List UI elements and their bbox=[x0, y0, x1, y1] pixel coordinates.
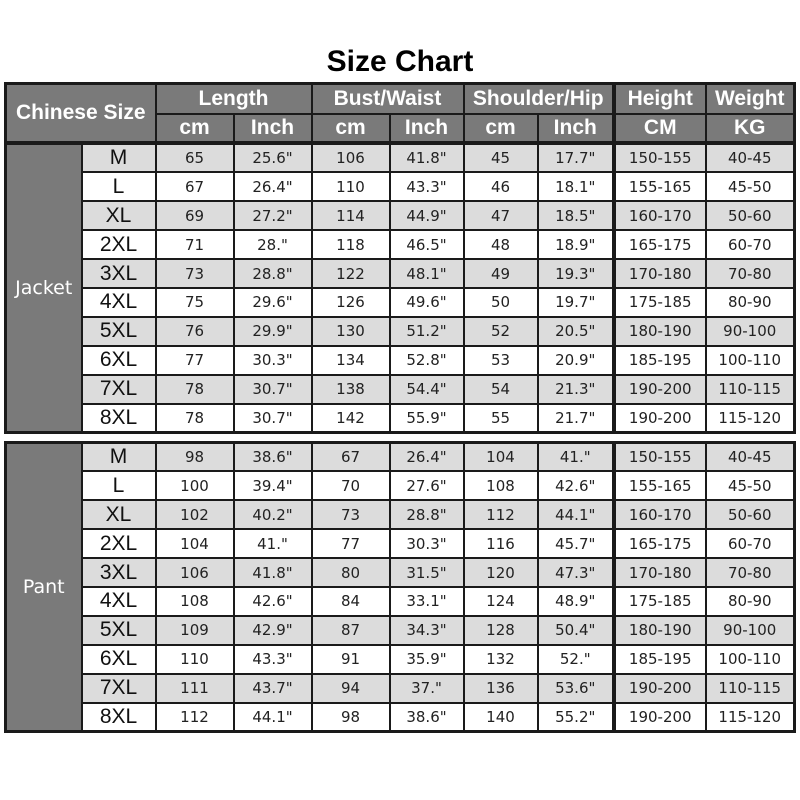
shoulder-hip-header: Shoulder/Hip bbox=[464, 84, 614, 114]
len-cm-cell: 65 bbox=[156, 144, 234, 173]
sh-cm-cell: 49 bbox=[464, 259, 538, 288]
size-cell: 4XL bbox=[82, 288, 156, 317]
bw-cm-cell: 87 bbox=[312, 616, 390, 645]
len-cm-cell: 111 bbox=[156, 674, 234, 703]
size-cell: 2XL bbox=[82, 230, 156, 259]
pant-body-row bbox=[615, 558, 795, 587]
jacket-body-row bbox=[615, 375, 795, 404]
sh-cm-cell: 46 bbox=[464, 172, 538, 201]
height-cell: 160-170 bbox=[615, 201, 706, 230]
bw-in-cell: 41.8" bbox=[390, 144, 464, 173]
bw-cm-cell: 122 bbox=[312, 259, 390, 288]
bw-in-cell: 31.5" bbox=[390, 558, 464, 587]
bw-cm-cell: 126 bbox=[312, 288, 390, 317]
page-title: Size Chart bbox=[326, 45, 474, 78]
jacket-row bbox=[6, 375, 614, 404]
len-in-cell: 28.8" bbox=[234, 259, 312, 288]
height-cell: 190-200 bbox=[615, 375, 706, 404]
weight-cell: 110-115 bbox=[706, 674, 795, 703]
sh-cm-cell: 136 bbox=[464, 674, 538, 703]
jacket-row bbox=[6, 230, 614, 259]
pant-body-row bbox=[615, 703, 795, 732]
bw-in-cell: 37." bbox=[390, 674, 464, 703]
len-cm-cell: 98 bbox=[156, 443, 234, 472]
size-cell: 5XL bbox=[82, 616, 156, 645]
weight-cell: 60-70 bbox=[706, 230, 795, 259]
bw-in-cell: 48.1" bbox=[390, 259, 464, 288]
size-cell: 7XL bbox=[82, 674, 156, 703]
weight-cell: 60-70 bbox=[706, 529, 795, 558]
len-in-cell: 43.3" bbox=[234, 645, 312, 674]
len-in-cell: 30.7" bbox=[234, 375, 312, 404]
sh-cm-cell: 52 bbox=[464, 317, 538, 346]
bust-waist-header: Bust/Waist bbox=[312, 84, 464, 114]
sh-cm-cell: 124 bbox=[464, 587, 538, 616]
height-cell: 185-195 bbox=[615, 346, 706, 375]
jacket-body-row bbox=[615, 230, 795, 259]
len-in-cell: 43.7" bbox=[234, 674, 312, 703]
bw-cm-cell: 106 bbox=[312, 144, 390, 173]
height-cm-header: CM bbox=[615, 114, 706, 143]
bw-cm-cell: 98 bbox=[312, 703, 390, 732]
sh-cm-cell: 55 bbox=[464, 404, 538, 433]
len-cm-cell: 106 bbox=[156, 558, 234, 587]
sh-cm-cell: 116 bbox=[464, 529, 538, 558]
len-cm-cell: 109 bbox=[156, 616, 234, 645]
weight-cell: 80-90 bbox=[706, 288, 795, 317]
len-cm-cell: 78 bbox=[156, 375, 234, 404]
jacket-measurements-table bbox=[4, 142, 615, 434]
bw-cm-cell: 114 bbox=[312, 201, 390, 230]
len-cm-cell: 112 bbox=[156, 703, 234, 732]
sh-in-cell: 20.9" bbox=[538, 346, 614, 375]
size-cell: 4XL bbox=[82, 587, 156, 616]
size-cell: 2XL bbox=[82, 529, 156, 558]
weight-cell: 100-110 bbox=[706, 346, 795, 375]
bw-in-cell: 38.6" bbox=[390, 703, 464, 732]
jacket-section-label: Jacket bbox=[6, 144, 82, 433]
size-cell: M bbox=[82, 443, 156, 472]
height-cell: 150-155 bbox=[615, 144, 706, 173]
bw-cm-cell: 91 bbox=[312, 645, 390, 674]
pant-measurements-table bbox=[4, 441, 615, 733]
pant-row bbox=[6, 587, 614, 616]
sh-in-cell: 41." bbox=[538, 443, 614, 472]
bw-cm-cell: 130 bbox=[312, 317, 390, 346]
height-cell: 160-170 bbox=[615, 500, 706, 529]
pant-row bbox=[6, 471, 614, 500]
len-in-cell: 30.7" bbox=[234, 404, 312, 433]
bw-in-cell: 30.3" bbox=[390, 529, 464, 558]
weight-cell: 50-60 bbox=[706, 500, 795, 529]
height-cell: 190-200 bbox=[615, 703, 706, 732]
bw-cm-cell: 118 bbox=[312, 230, 390, 259]
height-cell: 190-200 bbox=[615, 404, 706, 433]
len-cm-cell: 73 bbox=[156, 259, 234, 288]
sh-in-cell: 18.9" bbox=[538, 230, 614, 259]
sh-cm-cell: 104 bbox=[464, 443, 538, 472]
pant-body-table bbox=[613, 441, 796, 733]
jacket-body-row bbox=[615, 346, 795, 375]
sh-in-cell: 55.2" bbox=[538, 703, 614, 732]
bw-in-cell: 49.6" bbox=[390, 288, 464, 317]
bw-cm-cell: 94 bbox=[312, 674, 390, 703]
weight-cell: 110-115 bbox=[706, 375, 795, 404]
bw-cm-cell: 80 bbox=[312, 558, 390, 587]
weight-cell: 70-80 bbox=[706, 558, 795, 587]
pant-body-row bbox=[615, 443, 795, 472]
size-table-header bbox=[4, 82, 615, 144]
len-cm-cell: 69 bbox=[156, 201, 234, 230]
len-in-cell: 27.2" bbox=[234, 201, 312, 230]
bw-cm-cell: 73 bbox=[312, 500, 390, 529]
pant-body-row bbox=[615, 616, 795, 645]
sh-in-cell: 50.4" bbox=[538, 616, 614, 645]
weight-cell: 45-50 bbox=[706, 172, 795, 201]
pant-row bbox=[6, 558, 614, 587]
bw-in-cell: 54.4" bbox=[390, 375, 464, 404]
sh-in-cell: 52." bbox=[538, 645, 614, 674]
sh-cm-cell: 54 bbox=[464, 375, 538, 404]
height-cell: 180-190 bbox=[615, 317, 706, 346]
pant-row bbox=[6, 674, 614, 703]
pant-row bbox=[6, 443, 614, 472]
len-cm-cell: 104 bbox=[156, 529, 234, 558]
sh-in-cell: 20.5" bbox=[538, 317, 614, 346]
chinese-size-header: Chinese Size bbox=[6, 84, 156, 143]
pant-body-row bbox=[615, 587, 795, 616]
pant-row bbox=[6, 645, 614, 674]
height-cell: 170-180 bbox=[615, 259, 706, 288]
bw-cm-cell: 138 bbox=[312, 375, 390, 404]
weight-cell: 100-110 bbox=[706, 645, 795, 674]
jacket-body-row bbox=[615, 288, 795, 317]
bw-cm-cell: 142 bbox=[312, 404, 390, 433]
len-in-cell: 41." bbox=[234, 529, 312, 558]
jacket-row bbox=[6, 317, 614, 346]
size-cell: 8XL bbox=[82, 703, 156, 732]
pant-body-row bbox=[615, 471, 795, 500]
len-in-cell: 38.6" bbox=[234, 443, 312, 472]
height-cell: 175-185 bbox=[615, 288, 706, 317]
sh-in-cell: 21.7" bbox=[538, 404, 614, 433]
len-in-cell: 29.9" bbox=[234, 317, 312, 346]
len-cm-cell: 67 bbox=[156, 172, 234, 201]
bw-in-cell: 46.5" bbox=[390, 230, 464, 259]
sh-in-cell: 18.5" bbox=[538, 201, 614, 230]
sh-cm-cell: 108 bbox=[464, 471, 538, 500]
length-inch-header: Inch bbox=[234, 114, 312, 143]
pant-row bbox=[6, 529, 614, 558]
size-cell: 7XL bbox=[82, 375, 156, 404]
pant-row bbox=[6, 616, 614, 645]
weight-cell: 115-120 bbox=[706, 703, 795, 732]
sh-cm-cell: 47 bbox=[464, 201, 538, 230]
sh-cm-cell: 132 bbox=[464, 645, 538, 674]
height-cell: 180-190 bbox=[615, 616, 706, 645]
weight-cell: 40-45 bbox=[706, 443, 795, 472]
weight-kg-header: KG bbox=[706, 114, 795, 143]
size-cell: 6XL bbox=[82, 346, 156, 375]
sh-in-cell: 47.3" bbox=[538, 558, 614, 587]
bw-cm-cell: 84 bbox=[312, 587, 390, 616]
sh-in-cell: 17.7" bbox=[538, 144, 614, 173]
bw-cm-cell: 110 bbox=[312, 172, 390, 201]
bw-cm-cell: 134 bbox=[312, 346, 390, 375]
height-cell: 165-175 bbox=[615, 230, 706, 259]
sh-cm-cell: 50 bbox=[464, 288, 538, 317]
bw-in-cell: 55.9" bbox=[390, 404, 464, 433]
jacket-body-row bbox=[615, 404, 795, 433]
len-in-cell: 39.4" bbox=[234, 471, 312, 500]
bw-in-cell: 52.8" bbox=[390, 346, 464, 375]
jacket-row bbox=[6, 404, 614, 433]
pant-body-row bbox=[615, 529, 795, 558]
len-cm-cell: 108 bbox=[156, 587, 234, 616]
height-cell: 155-165 bbox=[615, 172, 706, 201]
bw-in-cell: 35.9" bbox=[390, 645, 464, 674]
sh-in-cell: 45.7" bbox=[538, 529, 614, 558]
len-in-cell: 30.3" bbox=[234, 346, 312, 375]
len-in-cell: 42.6" bbox=[234, 587, 312, 616]
pant-row bbox=[6, 703, 614, 732]
size-cell: 3XL bbox=[82, 259, 156, 288]
sh-in-cell: 44.1" bbox=[538, 500, 614, 529]
len-cm-cell: 78 bbox=[156, 404, 234, 433]
pant-body-row bbox=[615, 645, 795, 674]
len-in-cell: 26.4" bbox=[234, 172, 312, 201]
weight-cell: 90-100 bbox=[706, 616, 795, 645]
bw-in-cell: 44.9" bbox=[390, 201, 464, 230]
height-cell: 170-180 bbox=[615, 558, 706, 587]
jacket-body-row bbox=[615, 317, 795, 346]
sh-cm-cell: 140 bbox=[464, 703, 538, 732]
size-cell: XL bbox=[82, 201, 156, 230]
weight-cell: 40-45 bbox=[706, 144, 795, 173]
height-cell: 165-175 bbox=[615, 529, 706, 558]
bw-cm-cell: 67 bbox=[312, 443, 390, 472]
len-cm-cell: 102 bbox=[156, 500, 234, 529]
bw-cm-cell: 70 bbox=[312, 471, 390, 500]
sh-in-cell: 53.6" bbox=[538, 674, 614, 703]
sh-in-cell: 18.1" bbox=[538, 172, 614, 201]
size-cell: L bbox=[82, 172, 156, 201]
weight-cell: 115-120 bbox=[706, 404, 795, 433]
height-cell: 185-195 bbox=[615, 645, 706, 674]
length-cm-header: cm bbox=[156, 114, 234, 143]
jacket-row bbox=[6, 144, 614, 173]
sh-cm-cell: 45 bbox=[464, 144, 538, 173]
len-in-cell: 41.8" bbox=[234, 558, 312, 587]
size-cell: M bbox=[82, 144, 156, 173]
len-in-cell: 44.1" bbox=[234, 703, 312, 732]
weight-cell: 70-80 bbox=[706, 259, 795, 288]
size-cell: 6XL bbox=[82, 645, 156, 674]
size-cell: L bbox=[82, 471, 156, 500]
len-cm-cell: 77 bbox=[156, 346, 234, 375]
height-cell: 155-165 bbox=[615, 471, 706, 500]
weight-header: Weight bbox=[706, 84, 795, 114]
weight-cell: 90-100 bbox=[706, 317, 795, 346]
len-in-cell: 40.2" bbox=[234, 500, 312, 529]
len-cm-cell: 75 bbox=[156, 288, 234, 317]
jacket-body-row bbox=[615, 172, 795, 201]
len-cm-cell: 110 bbox=[156, 645, 234, 674]
size-cell: XL bbox=[82, 500, 156, 529]
len-in-cell: 28." bbox=[234, 230, 312, 259]
len-in-cell: 29.6" bbox=[234, 288, 312, 317]
weight-cell: 80-90 bbox=[706, 587, 795, 616]
len-cm-cell: 76 bbox=[156, 317, 234, 346]
bw-in-cell: 43.3" bbox=[390, 172, 464, 201]
len-cm-cell: 71 bbox=[156, 230, 234, 259]
size-cell: 8XL bbox=[82, 404, 156, 433]
len-in-cell: 25.6" bbox=[234, 144, 312, 173]
jacket-body-table bbox=[613, 142, 796, 434]
length-header: Length bbox=[156, 84, 312, 114]
pant-body-row bbox=[615, 500, 795, 529]
shoulder-hip-cm-header: cm bbox=[464, 114, 538, 143]
bw-in-cell: 27.6" bbox=[390, 471, 464, 500]
bw-in-cell: 34.3" bbox=[390, 616, 464, 645]
len-in-cell: 42.9" bbox=[234, 616, 312, 645]
height-cell: 150-155 bbox=[615, 443, 706, 472]
bw-in-cell: 26.4" bbox=[390, 443, 464, 472]
size-cell: 5XL bbox=[82, 317, 156, 346]
sh-cm-cell: 112 bbox=[464, 500, 538, 529]
bw-in-cell: 33.1" bbox=[390, 587, 464, 616]
pant-row bbox=[6, 500, 614, 529]
sh-cm-cell: 48 bbox=[464, 230, 538, 259]
bw-in-cell: 28.8" bbox=[390, 500, 464, 529]
height-cell: 175-185 bbox=[615, 587, 706, 616]
jacket-row bbox=[6, 288, 614, 317]
bw-in-cell: 51.2" bbox=[390, 317, 464, 346]
shoulder-hip-inch-header: Inch bbox=[538, 114, 614, 143]
sh-cm-cell: 120 bbox=[464, 558, 538, 587]
sh-in-cell: 48.9" bbox=[538, 587, 614, 616]
bust-waist-inch-header: Inch bbox=[390, 114, 464, 143]
jacket-row bbox=[6, 259, 614, 288]
weight-cell: 45-50 bbox=[706, 471, 795, 500]
bw-cm-cell: 77 bbox=[312, 529, 390, 558]
sh-cm-cell: 53 bbox=[464, 346, 538, 375]
body-table-header bbox=[613, 82, 796, 144]
pant-section-label: Pant bbox=[6, 443, 82, 732]
jacket-row bbox=[6, 201, 614, 230]
jacket-body-row bbox=[615, 201, 795, 230]
jacket-row bbox=[6, 172, 614, 201]
len-cm-cell: 100 bbox=[156, 471, 234, 500]
pant-body-row bbox=[615, 674, 795, 703]
height-header: Height bbox=[615, 84, 706, 114]
jacket-body-row bbox=[615, 259, 795, 288]
sh-in-cell: 19.3" bbox=[538, 259, 614, 288]
jacket-body-row bbox=[615, 144, 795, 173]
sh-in-cell: 21.3" bbox=[538, 375, 614, 404]
height-cell: 190-200 bbox=[615, 674, 706, 703]
bust-waist-cm-header: cm bbox=[312, 114, 390, 143]
jacket-row bbox=[6, 346, 614, 375]
size-cell: 3XL bbox=[82, 558, 156, 587]
sh-cm-cell: 128 bbox=[464, 616, 538, 645]
sh-in-cell: 42.6" bbox=[538, 471, 614, 500]
sh-in-cell: 19.7" bbox=[538, 288, 614, 317]
weight-cell: 50-60 bbox=[706, 201, 795, 230]
